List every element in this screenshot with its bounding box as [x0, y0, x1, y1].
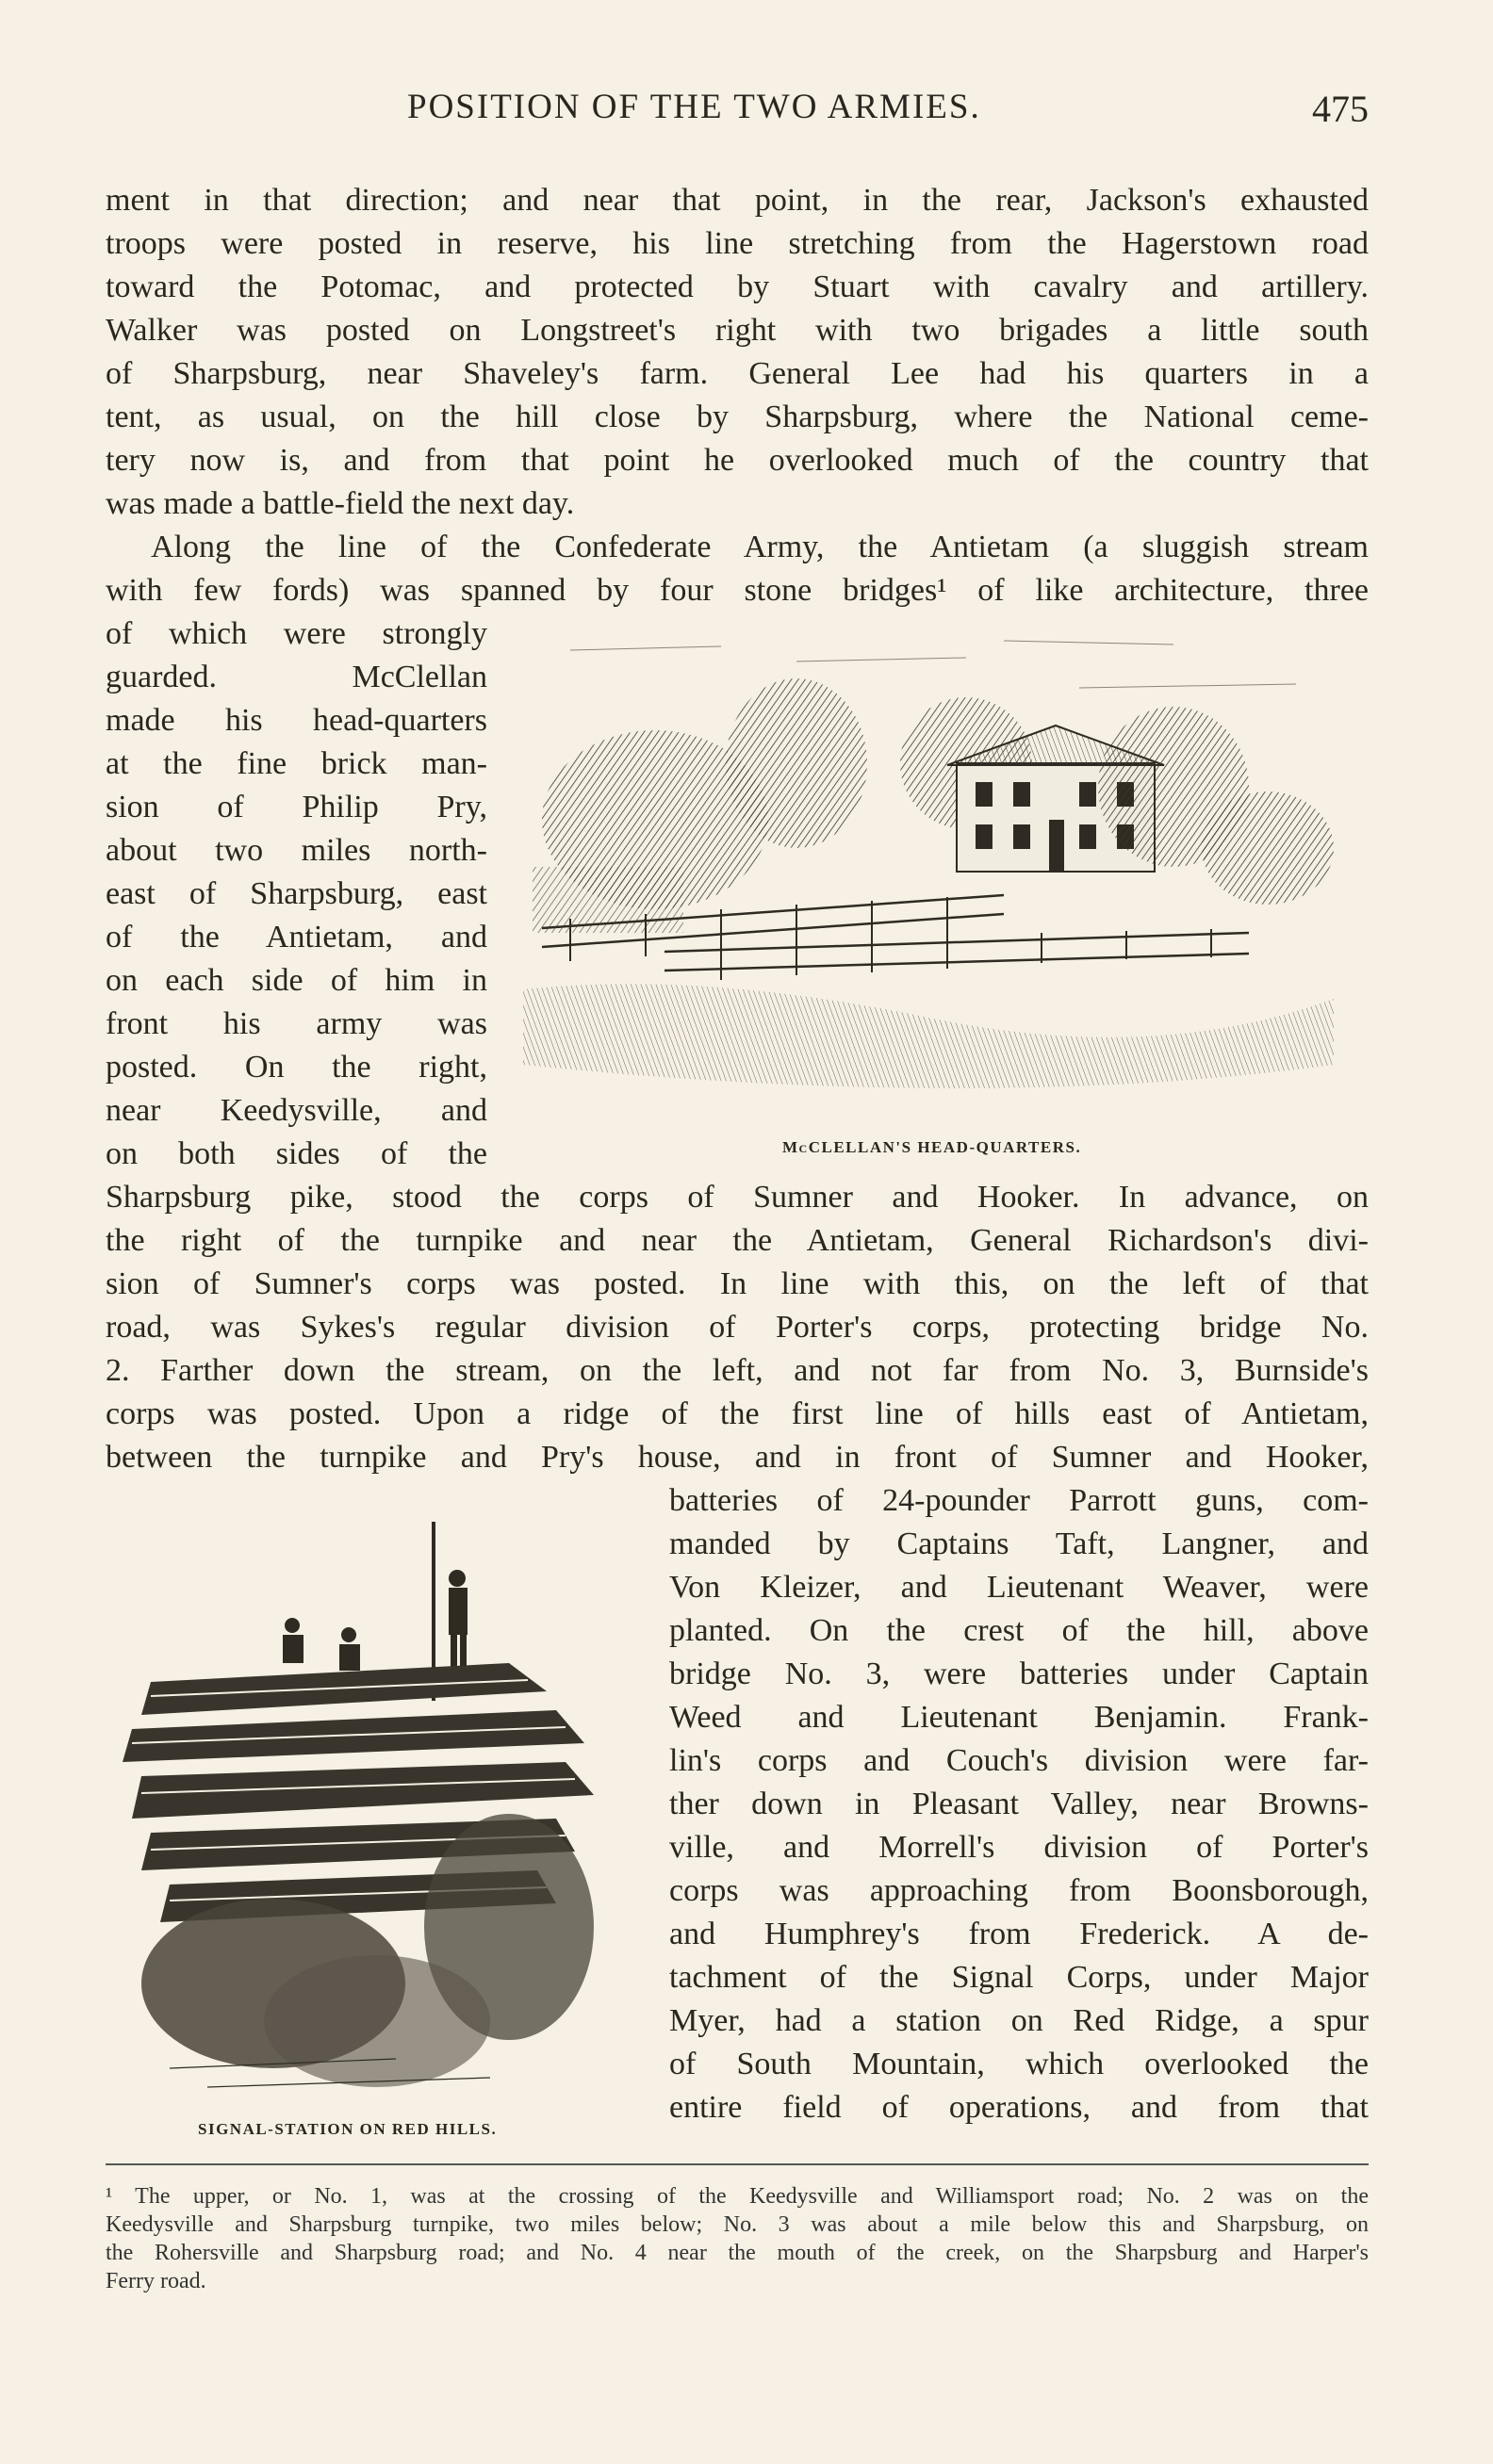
- text-line: Myer, had a station on Red Ridge, a spur: [669, 2003, 1369, 2038]
- text-line: guarded. McClellan: [106, 660, 487, 694]
- footnote-rule: [106, 2163, 1369, 2165]
- text-line: tent, as usual, on the hill close by Sharpsburg, where the National ceme-: [106, 400, 1369, 434]
- text-line: road, was Sykes's regular division of Porter's corps, protecting bridge No.: [106, 1310, 1369, 1345]
- text-line: corps was posted. Upon a ridge of the first line of hills east of Antietam,: [106, 1396, 1369, 1431]
- text-line: with few fords) was spanned by four stone bridges¹ of like architecture, three: [106, 573, 1369, 608]
- page-number: 475: [1312, 88, 1369, 130]
- running-head-title: POSITION OF THE TWO ARMIES.: [407, 88, 981, 126]
- signal-station-caption: SIGNAL-STATION ON RED HILLS.: [198, 2120, 498, 2138]
- headquarters-engraving: [514, 622, 1343, 1112]
- text-line: tachment of the Signal Corps, under Major: [669, 1960, 1369, 1995]
- text-line: front his army was: [106, 1006, 487, 1041]
- text-line: east of Sharpsburg, east: [106, 876, 487, 911]
- text-line: and Humphrey's from Frederick. A de-: [669, 1917, 1369, 1951]
- footnote-line: the Rohersville and Sharpsburg road; and No. 4 near the mouth of the creek, on the Sharpsburg and Harper's: [106, 2241, 1369, 2265]
- text-line: entire field of operations, and from that: [669, 2090, 1369, 2125]
- text-line: at the fine brick man-: [106, 746, 487, 781]
- text-line: of the Antietam, and: [106, 920, 487, 955]
- headquarters-caption: McCLELLAN'S HEAD-QUARTERS.: [782, 1138, 1082, 1156]
- footnote-line: Keedysville and Sharpsburg turnpike, two miles below; No. 3 was about a mile below this and Sharpsburg, on: [106, 2212, 1369, 2237]
- text-line: corps was approaching from Boonsborough,: [669, 1873, 1369, 1908]
- running-head: [407, 87, 1369, 134]
- text-line: Walker was posted on Longstreet's right with two brigades a little south: [106, 313, 1369, 348]
- text-line: sion of Sumner's corps was posted. In line with this, on the left of that: [106, 1266, 1369, 1301]
- text-line: batteries of 24-pounder Parrott guns, com-: [669, 1483, 1369, 1518]
- text-line: of which were strongly: [106, 616, 487, 651]
- text-line: tery now is, and from that point he overlooked much of the country that: [106, 443, 1369, 478]
- text-line: ther down in Pleasant Valley, near Browns-: [669, 1787, 1369, 1821]
- text-line: Von Kleizer, and Lieutenant Weaver, were: [669, 1570, 1369, 1605]
- footnote-line: ¹ The upper, or No. 1, was at the crossing of the Keedysville and Williamsport road; No. 2 was on the: [106, 2184, 1369, 2209]
- text-line: near Keedysville, and: [106, 1093, 487, 1128]
- text-line: Along the line of the Confederate Army, the Antietam (a sluggish stream: [151, 530, 1369, 564]
- text-line: Weed and Lieutenant Benjamin. Frank-: [669, 1700, 1369, 1735]
- text-line: Sharpsburg pike, stood the corps of Sumner and Hooker. In advance, on: [106, 1180, 1369, 1215]
- text-line: was made a battle-field the next day.: [106, 486, 575, 521]
- signal-station-engraving: [113, 1493, 641, 2115]
- text-line: ment in that direction; and near that point, in the rear, Jackson's exhausted: [106, 183, 1369, 218]
- footnote-line: Ferry road.: [106, 2269, 206, 2293]
- text-line: between the turnpike and Pry's house, and in front of Sumner and Hooker,: [106, 1440, 1369, 1475]
- text-line: of Sharpsburg, near Shaveley's farm. General Lee had his quarters in a: [106, 356, 1369, 391]
- text-line: bridge No. 3, were batteries under Captain: [669, 1656, 1369, 1691]
- text-line: of South Mountain, which overlooked the: [669, 2047, 1369, 2081]
- text-line: troops were posted in reserve, his line stretching from the Hagerstown road: [106, 226, 1369, 261]
- text-line: 2. Farther down the stream, on the left, and not far from No. 3, Burnside's: [106, 1353, 1369, 1388]
- text-line: planted. On the crest of the hill, above: [669, 1613, 1369, 1648]
- text-line: manded by Captains Taft, Langner, and: [669, 1526, 1369, 1561]
- text-line: ville, and Morrell's division of Porter's: [669, 1830, 1369, 1865]
- text-line: sion of Philip Pry,: [106, 790, 487, 824]
- text-line: made his head-quarters: [106, 703, 487, 738]
- text-line: toward the Potomac, and protected by Stuart with cavalry and artillery.: [106, 269, 1369, 304]
- text-line: lin's corps and Couch's division were far-: [669, 1743, 1369, 1778]
- text-line: on both sides of the: [106, 1136, 487, 1171]
- text-line: the right of the turnpike and near the Antietam, General Richardson's divi-: [106, 1223, 1369, 1258]
- text-line: about two miles north-: [106, 833, 487, 868]
- text-line: posted. On the right,: [106, 1050, 487, 1085]
- text-line: on each side of him in: [106, 963, 487, 998]
